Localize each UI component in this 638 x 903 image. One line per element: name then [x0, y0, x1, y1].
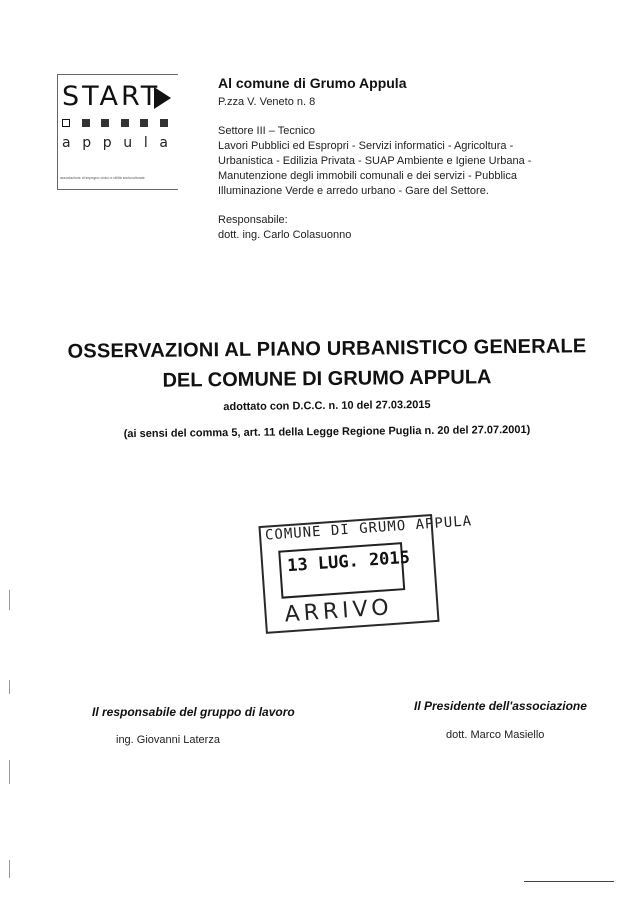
logo-letter: l — [143, 135, 148, 151]
responsible-name: dott. ing. Carlo Colasuonno — [218, 229, 352, 241]
recipient-title: Al comune di Grumo Appula — [218, 75, 407, 91]
play-arrow-icon — [154, 87, 171, 109]
responsible-label: Responsabile: — [218, 214, 288, 226]
logo-letter: u — [123, 135, 133, 151]
signature-right-role: Il Presidente dell'associazione — [414, 699, 587, 713]
signature-left-name: ing. Giovanni Laterza — [116, 734, 220, 746]
logo-word: START — [62, 81, 161, 112]
legal-reference: (ai sensi del comma 5, art. 11 della Legge Regione Puglia n. 20 del 27.07.2001) — [123, 423, 531, 441]
sector-line: Lavori Pubblici ed Espropri - Servizi informatici - Agricoltura - — [218, 140, 514, 152]
stamp-date: 13 LUG. 2015 — [286, 547, 411, 577]
sector-line: Illuminazione Verde e arredo urbano - Gare del Settore. — [218, 185, 489, 197]
logo-letter: a — [159, 135, 168, 151]
logo-squares — [62, 119, 168, 127]
scan-mark — [9, 590, 10, 610]
stamp-arrival-label: ARRIVO — [283, 595, 394, 628]
square-icon — [101, 119, 109, 127]
sector-line: Settore III – Tecnico — [218, 125, 316, 137]
signature-right-name: dott. Marco Masiello — [446, 729, 545, 741]
logo-letter: a — [62, 135, 71, 151]
document-title-line1: OSSERVAZIONI AL PIANO URBANISTICO GENERALE — [67, 335, 587, 363]
logo-letter: p — [102, 135, 112, 151]
recipient-street: P.zza V. Veneto n. 8 — [218, 96, 316, 108]
sector-line: Urbanistica - Edilizia Privata - SUAP Ambiente e Igiene Urbana - — [218, 155, 532, 167]
logo-letter: p — [82, 135, 92, 151]
logo-subword — [62, 135, 168, 151]
bottom-rule — [524, 881, 614, 882]
sector-line: Manutenzione degli immobili comunali e dei servizi - Pubblica — [218, 170, 517, 182]
square-icon — [121, 119, 129, 127]
stamp-municipality: COMUNE DI GRUMO APPULA — [264, 513, 473, 544]
scan-mark — [9, 760, 10, 784]
arrival-stamp — [258, 513, 473, 634]
scan-mark — [9, 680, 10, 694]
logo-tagline: associazione di impegno civico e utilità socioculturale — [60, 176, 145, 180]
square-icon — [140, 119, 148, 127]
square-icon — [62, 119, 70, 127]
square-icon — [82, 119, 90, 127]
square-icon — [160, 119, 168, 127]
signature-left-role: Il responsabile del gruppo di lavoro — [92, 705, 295, 719]
adoption-reference: adottato con D.C.C. n. 10 del 27.03.2015 — [223, 398, 431, 414]
document-title-line2: DEL COMUNE DI GRUMO APPULA — [162, 366, 492, 392]
start-appula-logo — [57, 74, 178, 190]
scan-mark — [9, 860, 10, 878]
recipient-address — [218, 76, 548, 243]
